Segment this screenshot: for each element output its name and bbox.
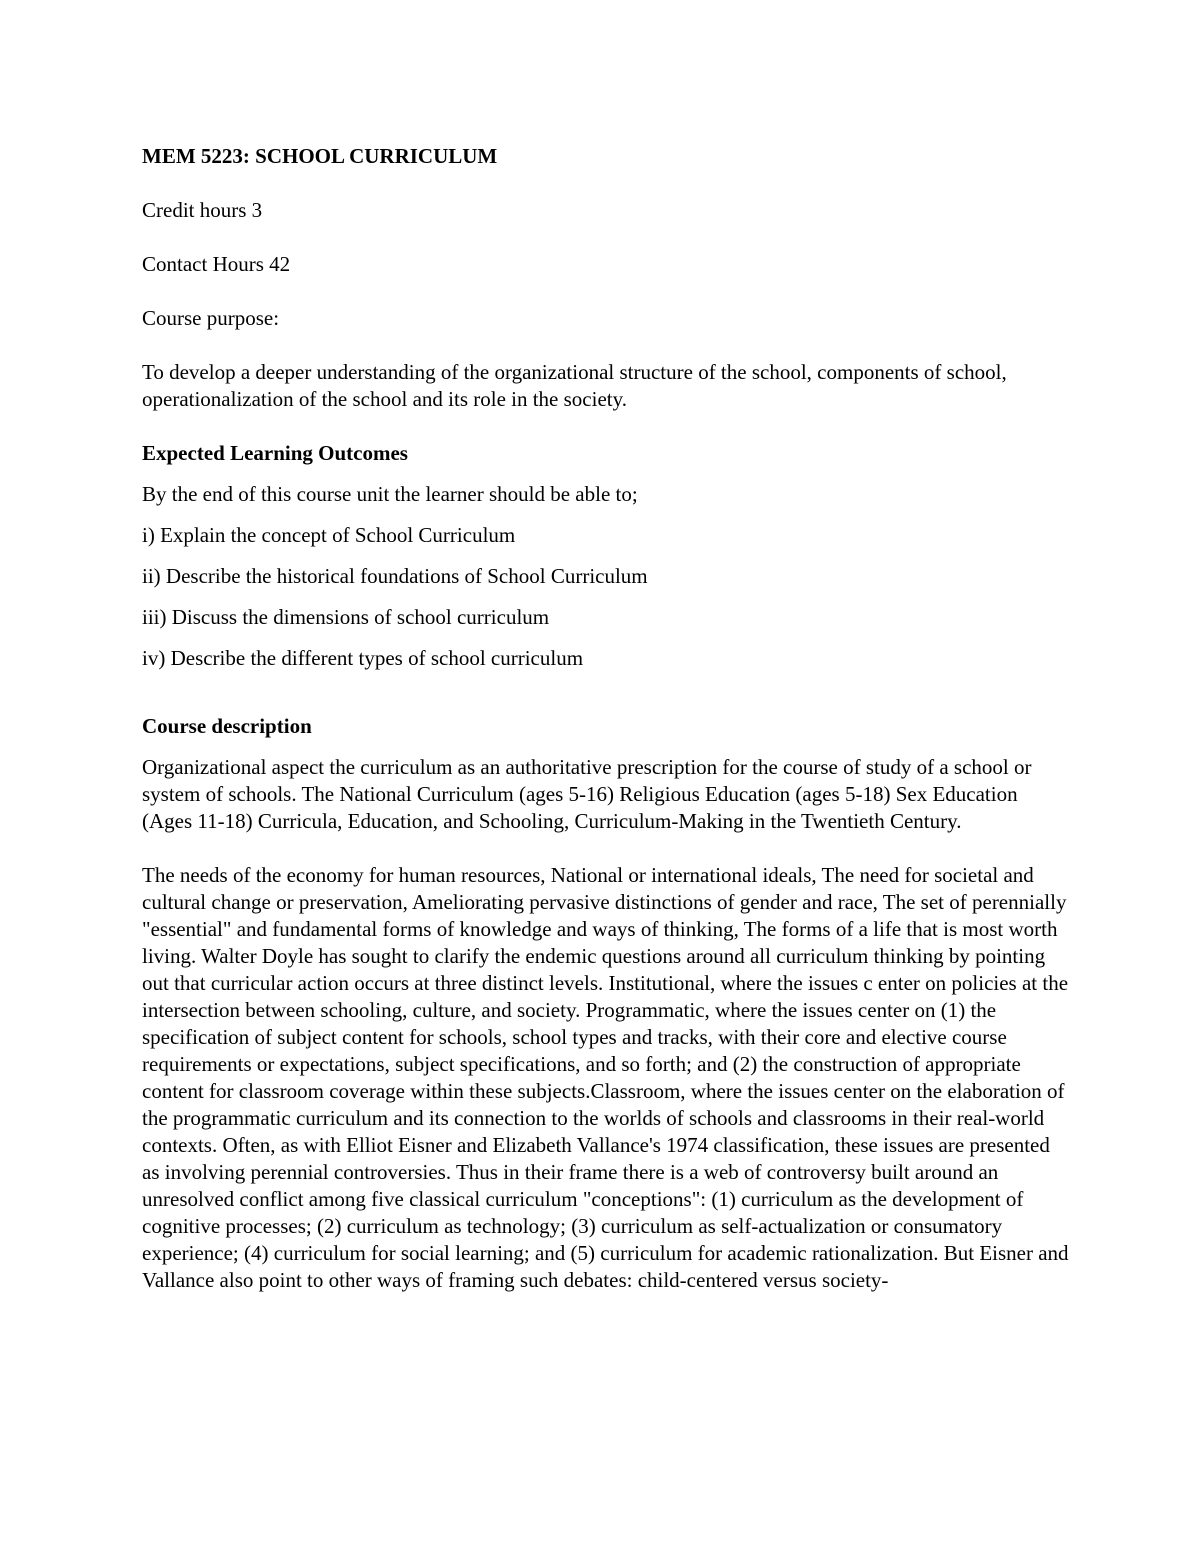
- outcomes-heading: Expected Learning Outcomes: [142, 441, 408, 465]
- course-description-paragraph-1: Organizational aspect the curriculum as an authoritative prescription for the course of study of a school or system of schools. The National Curriculum (ages 5-16) Religious Education (ages 5-18) Sex Education (Ages 11-18) Curricula, Education, and Schooling, Curriculum-Making in the Twentieth Century.: [142, 755, 1032, 833]
- course-description-paragraph-2: The needs of the economy for human resources, National or international ideals, The need for societal and cultural change or preservation, Ameliorating pervasive distinctions of gender and race, The set of perennially "essential" and fundamental forms of knowledge and ways of thinking, The forms of a life that is most worth living. Walter Doyle has sought to clarify the endemic questions around all curriculum thinking by pointing out that curricular action occurs at three distinct levels. Institutional, where the issues c enter on policies at the intersection between schooling, culture, and society. Programmatic, where the issues center on (1) the specification of subject content for schools, school types and tracks, with their core and elective course requirements or expectations, subject specifications, and so forth; and (2) the construction of appropriate content for classroom coverage within these subjects.Classroom, where the issues center on the elaboration of the programmatic curriculum and its connection to the worlds of schools and classrooms in their real-world contexts. Often, as with Elliot Eisner and Elizabeth Vallance's 1974 classification, these issues are presented as involving perennial controversies. Thus in their frame there is a web of controversy built around an unresolved conflict among five classical curriculum "conceptions": (1) curriculum as the development of cognitive processes; (2) curriculum as technology; (3) curriculum as self-actualization or consumatory experience; (4) curriculum for social learning; and (5) curriculum for academic rationalization. But Eisner and Vallance also point to other ways of framing such debates: child-centered versus society-: [142, 863, 1069, 1292]
- course-title: MEM 5223: SCHOOL CURRICULUM: [142, 144, 498, 168]
- credit-hours: Credit hours 3: [142, 198, 263, 222]
- course-purpose-label: Course purpose:: [142, 306, 280, 330]
- outcome-item: ii) Describe the historical foundations of School Curriculum: [142, 564, 648, 588]
- contact-hours: Contact Hours 42: [142, 252, 291, 276]
- outcome-item: i) Explain the concept of School Curriculum: [142, 523, 516, 547]
- outcome-item: iv) Describe the different types of school curriculum: [142, 646, 584, 670]
- document-body: [142, 143, 1072, 1321]
- course-description-heading: Course description: [142, 714, 312, 738]
- outcomes-intro: By the end of this course unit the learner should be able to;: [142, 482, 638, 506]
- outcome-item: iii) Discuss the dimensions of school curriculum: [142, 605, 550, 629]
- course-purpose-text: To develop a deeper understanding of the organizational structure of the school, components of school, operationalization of the school and its role in the society.: [142, 360, 1007, 411]
